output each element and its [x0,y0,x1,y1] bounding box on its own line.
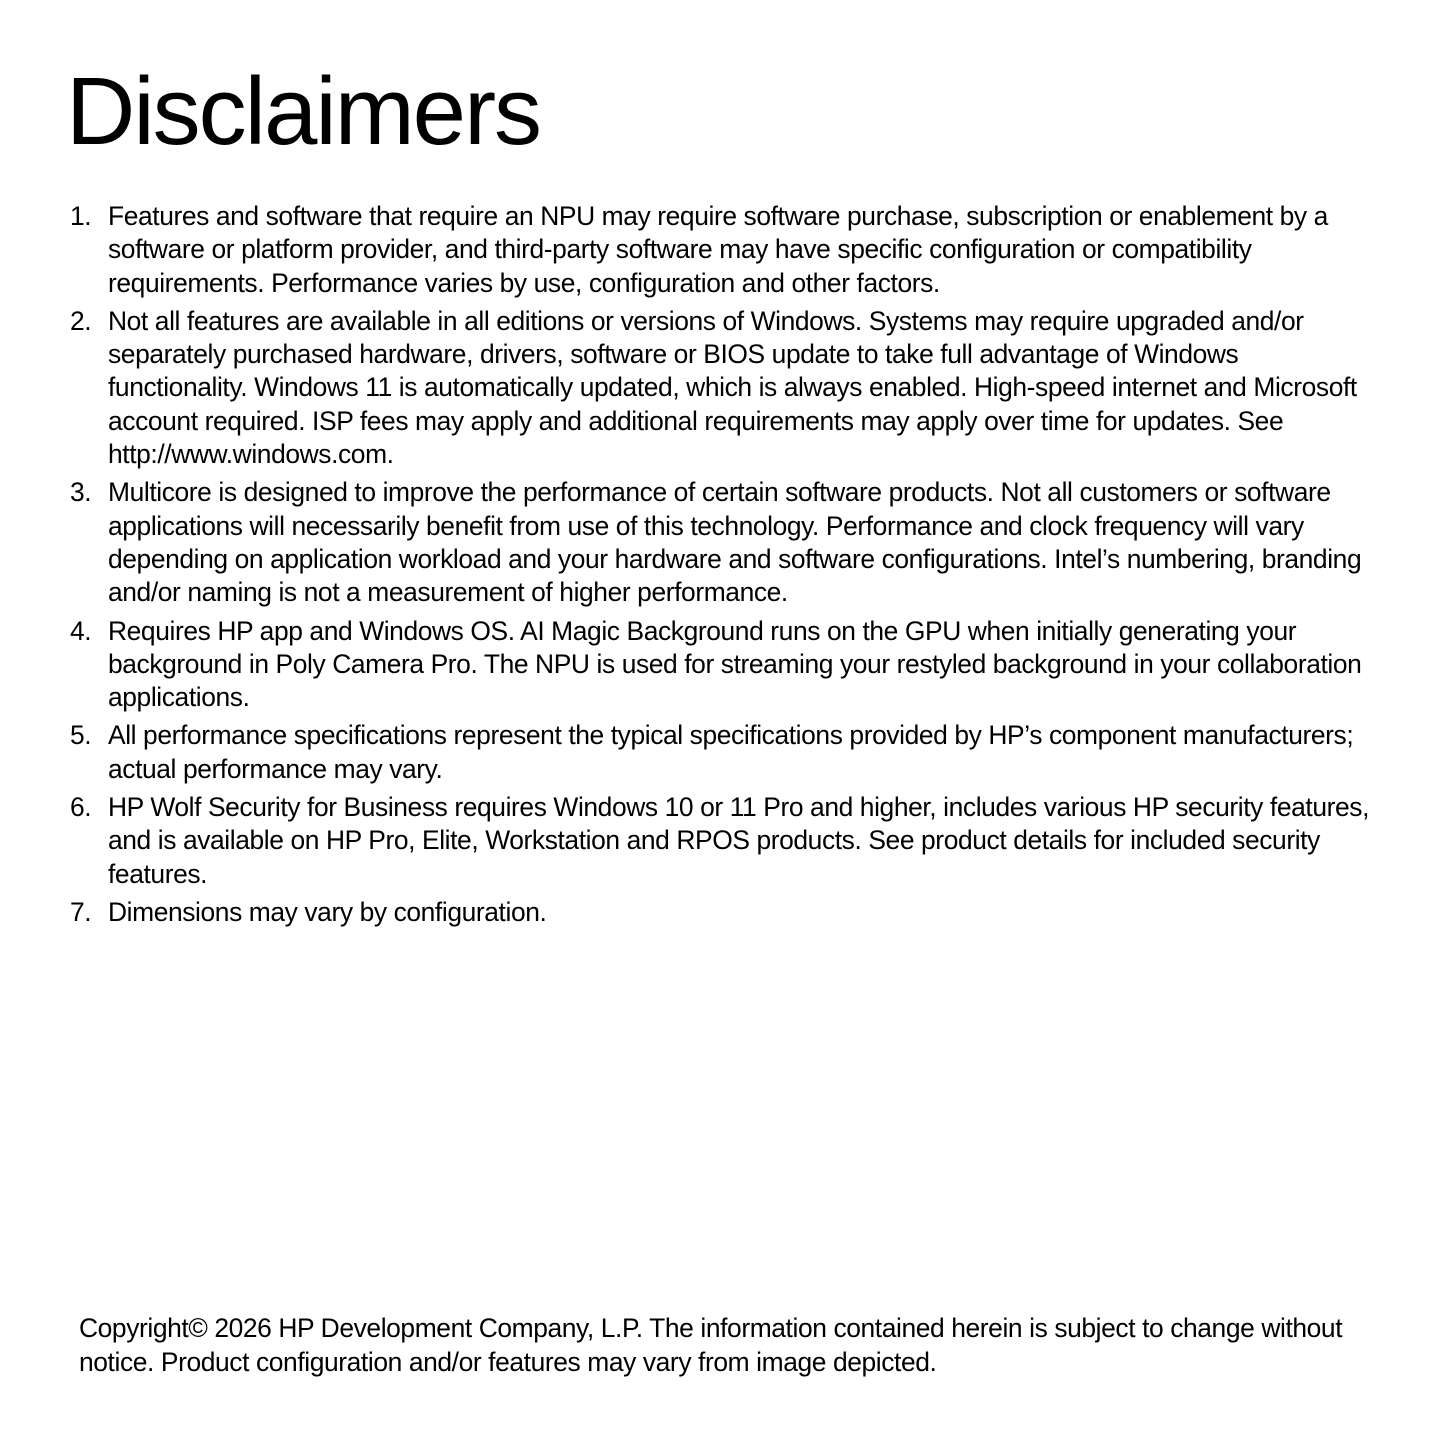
disclaimer-text: Requires HP app and Windows OS. AI Magic Background runs on the GPU when initially generating your background in Poly Camera Pro. The NPU is used for streaming your restyled background in your collaboration applications. [108,615,1362,713]
disclaimer-number: 2. [70,305,92,336]
disclaimer-text: HP Wolf Security for Business requires Windows 10 or 11 Pro and higher, includes various HP security features, and is available on HP Pro, Elite, Workstation and RPOS products. See product details for included security features. [108,792,1369,889]
disclaimer-text: Dimensions may vary by configuration. [108,896,547,927]
disclaimer-text: Multicore is designed to improve the performance of certain software products. Not all customers or software applications will necessarily benefit from use of this technology. Performance and clock frequency will vary depending on application workload and your hardware and software configurations. Intel’s numbering, branding and/or naming is not a measurement of higher performance. [108,477,1362,608]
disclaimer-item-1 [70,200,1370,300]
copyright-notice: Copyright© 2026 HP Development Company, L.P. The information contained herein is subject to change without notice. Product configuration and/or features may vary from image depicted. [79,1313,1343,1377]
disclaimer-item-2 [70,305,1370,471]
disclaimer-text: All performance specifications represent the typical specifications provided by HP’s component manufacturers; actual performance may vary. [108,720,1354,784]
disclaimer-number: 7. [70,896,92,927]
page-title: Disclaimers [66,58,541,165]
disclaimer-item-7 [70,896,1370,929]
disclaimer-item-3 [70,476,1370,609]
disclaimer-number: 3. [70,477,92,508]
disclaimer-number: 6. [70,792,92,823]
disclaimer-item-6 [70,791,1370,891]
disclaimer-item-4 [70,615,1370,715]
disclaimer-text: Not all features are available in all editions or versions of Windows. Systems may require upgraded and/or separately purchased hardware, drivers, software or BIOS update to take full advantage of Windows functionality. Windows 11 is automatically updated, which is always enabled. High-speed internet and Microsoft account required. ISP fees may apply and additional requirements may apply over time for updates. See http://www.windows.com. [108,305,1357,470]
disclaimer-text: Features and software that require an NPU may require software purchase, subscription or enablement by a software or platform provider, and third-party software may have specific configuration or compatibility requirements. Performance varies by use, configuration and other factors. [108,201,1328,298]
disclaimer-number: 1. [70,201,92,231]
disclaimer-number: 4. [70,615,92,646]
disclaimer-item-5 [70,719,1370,786]
disclaimer-list [70,200,1370,934]
disclaimer-number: 5. [70,720,92,751]
